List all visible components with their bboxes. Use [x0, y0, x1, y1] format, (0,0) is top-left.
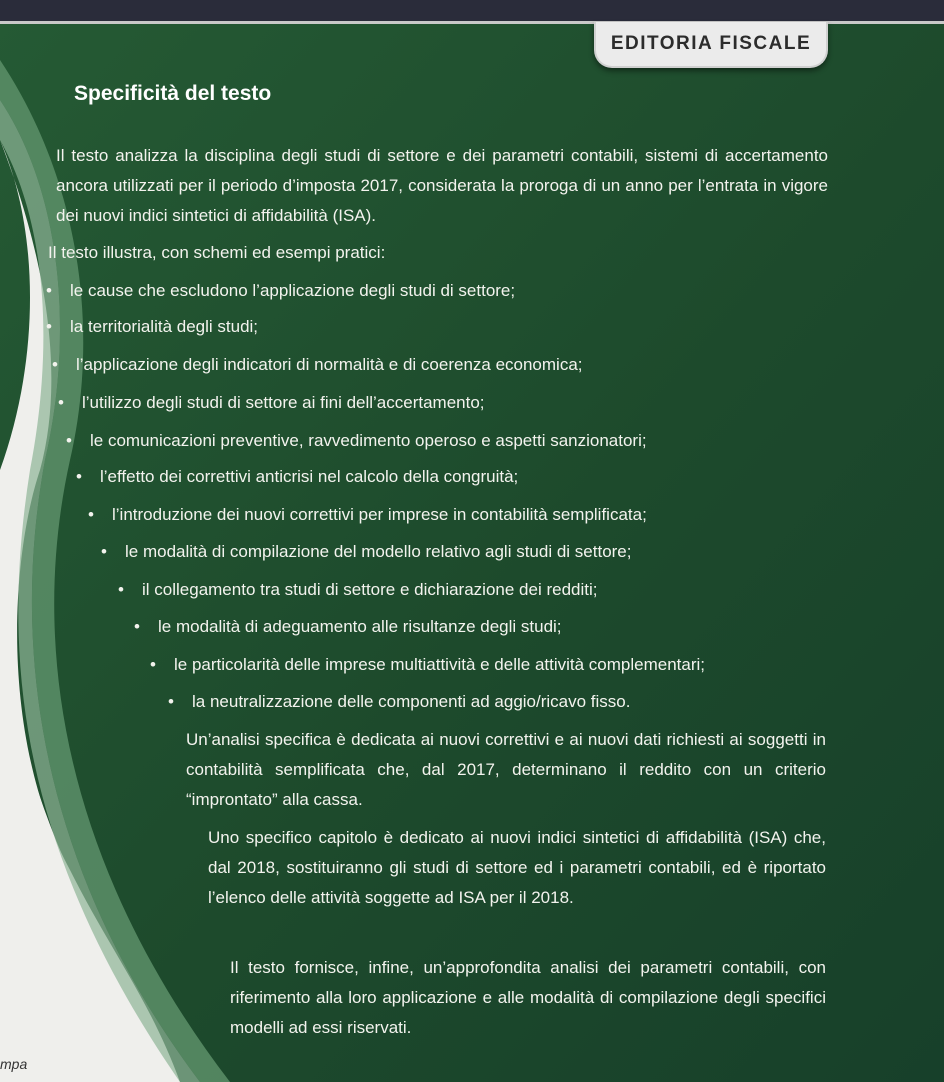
- paragraph-correttivi: Un’analisi specifica è dedicata ai nuovi correttivi e ai nuovi dati richiesti ai soggetti in contabilità semplificata che, dal 2017, determinano il reddito con un criterio “improntato” alla cassa.: [186, 730, 826, 809]
- list-item: • la territorialità degli studi;: [46, 317, 259, 336]
- list-item: • la neutralizzazione delle componenti ad aggio/ricavo fisso.: [168, 692, 631, 711]
- paragraph-parametri: Il testo fornisce, infine, un’approfondita analisi dei parametri contabili, con riferimento alla loro applicazione e alle modalità di compilazione degli specifici modelli ad essi riservati.: [230, 958, 826, 1037]
- list-item: • le modalità di adeguamento alle risultanze degli studi;: [134, 617, 562, 636]
- list-item: • il collegamento tra studi di settore e dichiarazione dei redditi;: [118, 580, 598, 599]
- list-item: • le cause che escludono l’applicazione degli studi di settore;: [46, 281, 516, 300]
- list-item: • l’introduzione dei nuovi correttivi per imprese in contabilità semplificata;: [88, 505, 647, 524]
- list-item: • l’utilizzo degli studi di settore ai fini dell’accertamento;: [58, 393, 485, 412]
- list-intro: Il testo illustra, con schemi ed esempi pratici:: [48, 243, 386, 262]
- category-badge: EDITORIA FISCALE: [594, 22, 828, 68]
- paragraph-isa: Uno specifico capitolo è dedicato ai nuovi indici sintetici di affidabilità (ISA) che, dal 2018, sostituiranno gli studi di settore ed i parametri contabili, ed è riportato l’elenco delle attività soggette ad ISA per il 2018.: [208, 828, 826, 907]
- list-item: • le modalità di compilazione del modello relativo agli studi di settore;: [101, 542, 632, 561]
- list-item: • l’applicazione degli indicatori di normalità e di coerenza economica;: [52, 355, 583, 374]
- list-item: • le particolarità delle imprese multiattività e delle attività complementari;: [150, 655, 706, 674]
- corner-fragment-text: mpa: [0, 1056, 28, 1072]
- section-heading: Specificità del testo: [74, 82, 272, 105]
- list-item: • le comunicazioni preventive, ravvedimento operoso e aspetti sanzionatori;: [66, 431, 647, 450]
- intro-paragraph: Il testo analizza la disciplina degli studi di settore e dei parametri contabili, sistemi di accertamento ancora utilizzati per il periodo d’imposta 2017, considerata la proroga di un anno per l’entrata in vigore dei nuovi indici sintetici di affidabilità (ISA).: [56, 146, 828, 225]
- list-item: • l’effetto dei correttivi anticrisi nel calcolo della congruità;: [76, 467, 519, 486]
